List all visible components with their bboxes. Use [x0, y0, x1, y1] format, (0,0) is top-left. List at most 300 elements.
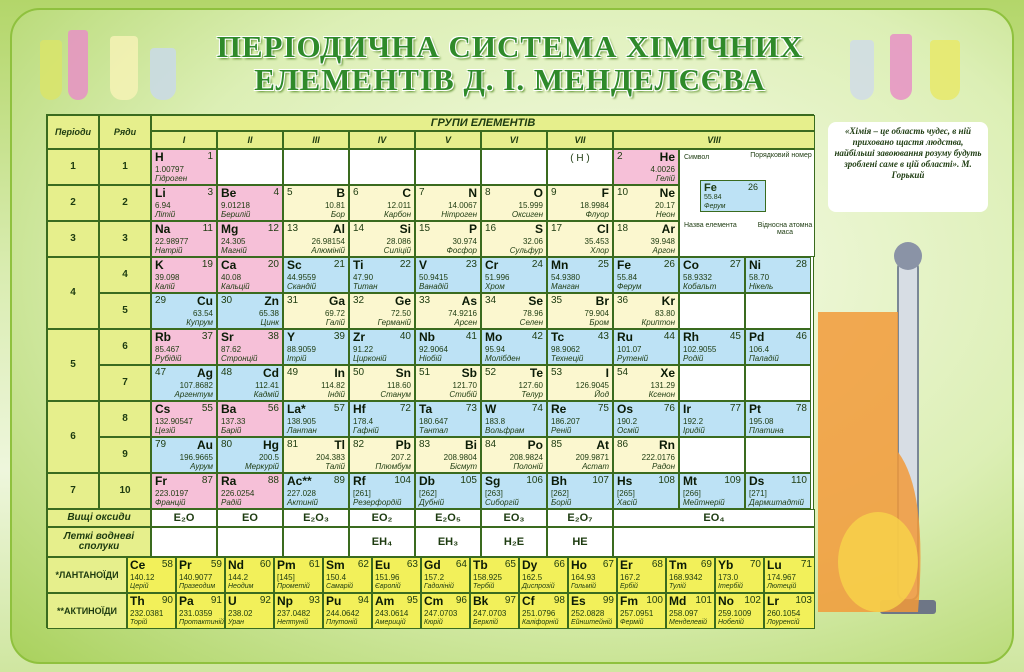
- atomic-mass: 95.94: [485, 345, 506, 354]
- empty-cell: [349, 149, 415, 185]
- element-symbol: Sb: [461, 366, 477, 380]
- element-name: Реній: [551, 426, 572, 435]
- f-block-element: [421, 557, 470, 593]
- element-name: Дармштадтій: [749, 498, 804, 507]
- atomic-mass: 4.0026: [650, 165, 675, 174]
- atomic-mass: [261]: [353, 489, 371, 498]
- element-symbol: Ir: [683, 402, 692, 416]
- atomic-number: 7: [419, 187, 425, 198]
- group-label: III: [283, 131, 349, 149]
- element-cell: [415, 185, 481, 221]
- element-name: Лоуренсій: [767, 619, 800, 626]
- flask-decoration-right-2: [890, 34, 912, 100]
- element-name: Неон: [655, 210, 675, 219]
- element-symbol: Cs: [155, 402, 171, 416]
- f-block-element: [617, 593, 666, 629]
- atomic-mass: 232.0381: [130, 609, 164, 618]
- row-label: 8: [99, 401, 151, 437]
- hydrides-label: Леткі водневі сполуки: [47, 527, 151, 557]
- element-symbol: Nb: [419, 330, 435, 344]
- element-symbol: C: [402, 186, 411, 200]
- element-name: Бром: [589, 318, 609, 327]
- element-cell: [283, 329, 349, 365]
- element-name: Берилій: [221, 210, 251, 219]
- element-cell: [547, 365, 613, 401]
- element-name: Талій: [325, 462, 345, 471]
- element-name: Аргон: [652, 246, 675, 255]
- element-name: Йод: [594, 390, 609, 399]
- element-symbol: Ti: [353, 258, 364, 272]
- atomic-number: 22: [399, 259, 411, 270]
- element-name: Криптон: [641, 318, 675, 327]
- element-name: Карбон: [384, 210, 411, 219]
- atomic-mass: 40.08: [221, 273, 242, 282]
- f-block-element: [372, 557, 421, 593]
- element-name: Гадоліній: [424, 583, 454, 590]
- atomic-number: 95: [406, 595, 418, 606]
- element-name: Арсен: [454, 318, 477, 327]
- element-name: Диспрозій: [522, 583, 555, 590]
- element-name: Актиній: [287, 498, 318, 507]
- element-cell: [415, 221, 481, 257]
- element-symbol: Co: [683, 258, 699, 272]
- element-symbol: P: [468, 222, 477, 236]
- element-name: Скандій: [287, 282, 317, 291]
- element-cell: [481, 401, 547, 437]
- atomic-mass: 252.0828: [571, 609, 605, 618]
- atomic-mass: 35.453: [584, 237, 609, 246]
- atomic-number: 53: [551, 367, 563, 378]
- element-name: Манган: [551, 282, 580, 291]
- atomic-number: 68: [651, 559, 663, 570]
- flask-decoration-right-3: [930, 40, 960, 100]
- element-cell: [217, 401, 283, 437]
- element-name: Європій: [375, 583, 401, 590]
- element-name: Гідроген: [155, 174, 188, 183]
- f-block-element: [225, 557, 274, 593]
- atomic-number: 10: [617, 187, 629, 198]
- atomic-mass: 30.974: [452, 237, 477, 246]
- element-symbol: Xe: [660, 366, 675, 380]
- element-cell: [679, 473, 745, 509]
- element-name: Уран: [228, 619, 245, 626]
- atomic-mass: 14.0067: [448, 201, 477, 210]
- element-symbol: S: [534, 222, 543, 236]
- element-symbol: Ac**: [287, 474, 312, 488]
- element-name: Бісмут: [449, 462, 477, 471]
- atomic-mass: 98.9062: [551, 345, 580, 354]
- element-name: Францій: [155, 498, 186, 507]
- atomic-mass: 101.07: [617, 345, 642, 354]
- element-symbol: Tc: [551, 330, 565, 344]
- f-block-element: [666, 557, 715, 593]
- element-cell: [151, 257, 217, 293]
- atomic-mass: 247.0703: [473, 609, 507, 618]
- element-name: Неодим: [228, 583, 254, 590]
- atomic-mass: 208.9804: [443, 453, 477, 462]
- element-symbol: Be: [221, 186, 237, 200]
- hydride-cell: [613, 527, 815, 557]
- atomic-mass: [262]: [419, 489, 437, 498]
- legend-sample-name: Ферум: [704, 203, 726, 210]
- atomic-number: 42: [531, 331, 543, 342]
- element-symbol: Cr: [485, 258, 499, 272]
- element-name: Хлор: [590, 246, 609, 255]
- atomic-number: 44: [663, 331, 675, 342]
- atomic-number: 72: [399, 403, 411, 414]
- f-block-element: [274, 593, 323, 629]
- element-symbol: Bh: [551, 474, 567, 488]
- element-name: Бор: [330, 210, 345, 219]
- atomic-number: 11: [202, 223, 213, 234]
- element-cell: [481, 365, 547, 401]
- element-cell: [349, 293, 415, 329]
- poster-title: [190, 30, 830, 96]
- row-label: 9: [99, 437, 151, 473]
- atomic-number: 60: [259, 559, 271, 570]
- element-name: Алюміній: [311, 246, 345, 255]
- element-symbol: As: [461, 294, 477, 308]
- empty-cell: [745, 365, 811, 401]
- element-name: Борій: [551, 498, 572, 507]
- atomic-mass: 226.0254: [221, 489, 255, 498]
- element-cell: [613, 365, 679, 401]
- atomic-mass: 140.9077: [179, 573, 213, 582]
- atomic-number: 99: [602, 595, 614, 606]
- element-cell: [613, 401, 679, 437]
- element-symbol: Si: [399, 222, 411, 236]
- atomic-mass: 132.90547: [155, 417, 193, 426]
- atomic-number: 41: [465, 331, 477, 342]
- element-symbol: Gd: [424, 558, 441, 572]
- atomic-mass: 207.2: [390, 453, 411, 462]
- element-name: Ксенон: [648, 390, 675, 399]
- atomic-mass: 83.80: [654, 309, 675, 318]
- element-name: Нептуній: [277, 619, 309, 626]
- element-name: Резерфордій: [353, 498, 402, 507]
- element-name: Ітербій: [718, 583, 743, 590]
- element-cell: [745, 473, 811, 509]
- hydride-formula: H₂E: [481, 527, 547, 557]
- groups-header: ГРУПИ ЕЛЕМЕНТІВ: [151, 115, 815, 131]
- element-name: Рутеній: [617, 354, 649, 363]
- element-cell: [151, 185, 217, 221]
- element-symbol: Nd: [228, 558, 244, 572]
- element-symbol: Bk: [473, 594, 489, 608]
- element-cell: [217, 185, 283, 221]
- atomic-mass: 259.1009: [718, 609, 752, 618]
- atomic-mass: 237.0482: [277, 609, 311, 618]
- element-cell: [481, 185, 547, 221]
- atomic-mass: [265]: [617, 489, 635, 498]
- element-symbol: U: [228, 594, 237, 608]
- atomic-number: 80: [221, 439, 233, 450]
- atomic-number: 50: [353, 367, 365, 378]
- periodic-table: [46, 114, 814, 628]
- empty-cell: [679, 293, 745, 329]
- atomic-mass: 126.9045: [575, 381, 609, 390]
- atomic-mass: 183.8: [485, 417, 506, 426]
- element-symbol: Cu: [197, 294, 213, 308]
- atomic-mass: 58.9332: [683, 273, 712, 282]
- element-cell: [217, 257, 283, 293]
- atomic-mass: 196.9665: [179, 453, 213, 462]
- empty-cell: [283, 149, 349, 185]
- legend-sample-number: 26: [748, 182, 759, 192]
- element-name: Вольфрам: [485, 426, 525, 435]
- f-block-element: [715, 557, 764, 593]
- element-name: Кобальт: [683, 282, 717, 291]
- atomic-number: 56: [267, 403, 279, 414]
- atomic-mass: 178.4: [353, 417, 374, 426]
- element-name: Празеодим: [179, 583, 216, 590]
- element-symbol: He: [659, 150, 675, 164]
- element-symbol: Re: [551, 402, 567, 416]
- atomic-mass: 50.9415: [419, 273, 448, 282]
- element-cell: [283, 401, 349, 437]
- element-symbol: Cl: [597, 222, 609, 236]
- atomic-number: 104: [394, 475, 411, 486]
- element-cell: [613, 473, 679, 509]
- atomic-number: 25: [597, 259, 609, 270]
- atomic-number: 63: [406, 559, 418, 570]
- atomic-mass: 87.62: [221, 345, 242, 354]
- element-name: Кальцій: [221, 282, 250, 291]
- element-symbol: Eu: [375, 558, 391, 572]
- oxides-label: Вищі оксиди: [47, 509, 151, 527]
- element-symbol: Rf: [353, 474, 366, 488]
- element-cell: [349, 257, 415, 293]
- atomic-mass: [271]: [749, 489, 767, 498]
- element-symbol: Ho: [571, 558, 587, 572]
- element-name: Тантал: [419, 426, 449, 435]
- element-name: Фермій: [620, 619, 644, 626]
- element-symbol: Sn: [395, 366, 411, 380]
- element-symbol: Ge: [394, 294, 411, 308]
- f-block-element: [470, 593, 519, 629]
- atomic-mass: 65.38: [258, 309, 279, 318]
- atomic-mass: 137.33: [221, 417, 246, 426]
- atomic-number: 26: [663, 259, 675, 270]
- atomic-mass: 257.0951: [620, 609, 654, 618]
- element-name: Стибій: [449, 390, 477, 399]
- element-name: Осмій: [617, 426, 639, 435]
- element-name: Лютецій: [767, 583, 797, 590]
- atomic-mass: [145]: [277, 573, 295, 582]
- element-symbol: No: [718, 594, 734, 608]
- atomic-number: 107: [592, 475, 609, 486]
- atomic-mass: 69.72: [324, 309, 345, 318]
- element-symbol: In: [334, 366, 345, 380]
- atomic-mass: 44.9559: [287, 273, 316, 282]
- element-symbol: Te: [529, 366, 543, 380]
- element-symbol: Pr: [179, 558, 192, 572]
- element-symbol: Cd: [263, 366, 279, 380]
- element-symbol: Zr: [353, 330, 365, 344]
- atomic-number: 24: [531, 259, 543, 270]
- row-label: 2: [99, 185, 151, 221]
- element-cell: [415, 257, 481, 293]
- element-name: Аурум: [190, 462, 213, 471]
- atomic-mass: 167.2: [620, 573, 641, 582]
- element-cell: [349, 473, 415, 509]
- element-cell: [349, 365, 415, 401]
- element-cell: [151, 329, 217, 365]
- atomic-mass: 244.0642: [326, 609, 360, 618]
- atomic-mass: 150.4: [326, 573, 347, 582]
- element-symbol: Na: [155, 222, 171, 236]
- atomic-number: 46: [795, 331, 807, 342]
- element-cell: [547, 329, 613, 365]
- element-symbol: Hf: [353, 402, 366, 416]
- atomic-mass: 39.948: [650, 237, 675, 246]
- group-label: VI: [481, 131, 547, 149]
- atomic-mass: 200.5: [258, 453, 279, 462]
- atomic-mass: 1.00797: [155, 165, 184, 174]
- atomic-mass: 51.996: [485, 273, 510, 282]
- element-name: Кадмій: [253, 390, 279, 399]
- flask-decoration-left-4: [150, 48, 176, 100]
- atomic-mass: 114.82: [321, 381, 345, 390]
- atomic-number: 81: [287, 439, 299, 450]
- element-cell: [547, 293, 613, 329]
- element-symbol: Ar: [661, 222, 675, 236]
- atomic-mass: 18.9984: [580, 201, 609, 210]
- atomic-number: 20: [267, 259, 279, 270]
- atomic-number: 74: [531, 403, 543, 414]
- atomic-number: 51: [419, 367, 431, 378]
- empty-cell: [679, 365, 745, 401]
- group-label: II: [217, 131, 283, 149]
- f-block-element: [323, 557, 372, 593]
- element-name: Нобелій: [718, 619, 744, 626]
- element-name: Аргентум: [174, 390, 213, 399]
- atomic-number: 49: [287, 367, 299, 378]
- atomic-number: 27: [729, 259, 741, 270]
- element-cell: [151, 401, 217, 437]
- atomic-mass: 131.29: [650, 381, 675, 390]
- element-cell: [151, 473, 217, 509]
- element-name: Магній: [221, 246, 247, 255]
- element-symbol: Ga: [328, 294, 345, 308]
- atomic-mass: 118.60: [387, 381, 411, 390]
- element-symbol: Es: [571, 594, 586, 608]
- element-cell: [613, 437, 679, 473]
- f-block-element: [519, 593, 568, 629]
- atomic-number: 100: [646, 595, 663, 606]
- atomic-number: 16: [485, 223, 497, 234]
- element-cell: [217, 365, 283, 401]
- element-symbol: Ba: [221, 402, 237, 416]
- atomic-mass: 55.84: [617, 273, 638, 282]
- atomic-number: 18: [617, 223, 629, 234]
- atomic-number: 29: [155, 295, 167, 306]
- element-cell: [481, 257, 547, 293]
- element-symbol: Er: [620, 558, 633, 572]
- element-name: Флуор: [585, 210, 609, 219]
- element-symbol: Pa: [179, 594, 194, 608]
- atomic-number: 34: [485, 295, 497, 306]
- atomic-mass: 144.2: [228, 573, 249, 582]
- element-name: Гольмій: [571, 583, 597, 590]
- atomic-number: 97: [504, 595, 516, 606]
- atomic-mass: 222.0176: [641, 453, 675, 462]
- element-symbol: Po: [527, 438, 543, 452]
- element-name: Індій: [327, 390, 345, 399]
- element-symbol: Mn: [551, 258, 569, 272]
- element-name: Берклій: [473, 619, 499, 626]
- atomic-number: 105: [460, 475, 477, 486]
- element-cell: [415, 293, 481, 329]
- element-symbol: Au: [197, 438, 213, 452]
- row-label: 3: [99, 221, 151, 257]
- atomic-number: 2: [617, 151, 623, 162]
- element-cell: [283, 185, 349, 221]
- element-symbol: Th: [130, 594, 145, 608]
- legend-symbol-label: Символ: [684, 154, 710, 161]
- element-cell: [217, 293, 283, 329]
- atomic-number: 96: [455, 595, 467, 606]
- atomic-mass: 24.305: [221, 237, 246, 246]
- atomic-mass: 9.01218: [221, 201, 250, 210]
- atomic-mass: 92.9064: [419, 345, 448, 354]
- atomic-mass: 173.0: [718, 573, 739, 582]
- f-block-element: [176, 593, 225, 629]
- atomic-number: 3: [207, 187, 213, 198]
- atomic-number: 40: [399, 331, 411, 342]
- atomic-mass: 85.467: [155, 345, 180, 354]
- atomic-number: 83: [419, 439, 431, 450]
- element-symbol: Mg: [221, 222, 239, 236]
- period-label: 2: [47, 185, 99, 221]
- atomic-mass: 168.9342: [669, 573, 703, 582]
- atomic-mass: [262]: [551, 489, 569, 498]
- element-name: Нітроген: [441, 210, 477, 219]
- row-label: 7: [99, 365, 151, 401]
- atomic-mass: 195.08: [749, 417, 774, 426]
- hydride-cell: [217, 527, 283, 557]
- element-cell: [481, 221, 547, 257]
- atomic-number: 38: [267, 331, 279, 342]
- flask-decoration-left: [40, 40, 62, 100]
- legend-sample-symbol: Fe: [704, 182, 717, 194]
- element-name: Літій: [155, 210, 176, 219]
- element-symbol: Br: [595, 294, 609, 308]
- element-symbol: I: [605, 366, 609, 380]
- atomic-number: 77: [729, 403, 741, 414]
- element-symbol: Ag: [197, 366, 213, 380]
- empty-cell: [745, 293, 811, 329]
- element-cell: [415, 437, 481, 473]
- element-name: Менделевій: [669, 619, 708, 626]
- element-symbol: Pt: [749, 402, 761, 416]
- atomic-mass: 258.097: [669, 609, 698, 618]
- atomic-number: 9: [551, 187, 557, 198]
- element-symbol: Os: [617, 402, 634, 416]
- atomic-number: 52: [485, 367, 497, 378]
- element-symbol: O: [533, 186, 543, 200]
- element-cell: [283, 437, 349, 473]
- atomic-number: 1: [207, 151, 213, 162]
- atomic-number: 21: [333, 259, 345, 270]
- element-cell: [217, 437, 283, 473]
- hydrogen-group-vii: ( H ): [547, 149, 613, 185]
- atomic-number: 28: [795, 259, 807, 270]
- element-name: Галій: [325, 318, 345, 327]
- atomic-number: 102: [744, 595, 761, 606]
- element-cell: [283, 473, 349, 509]
- element-name: Ніобій: [419, 354, 442, 363]
